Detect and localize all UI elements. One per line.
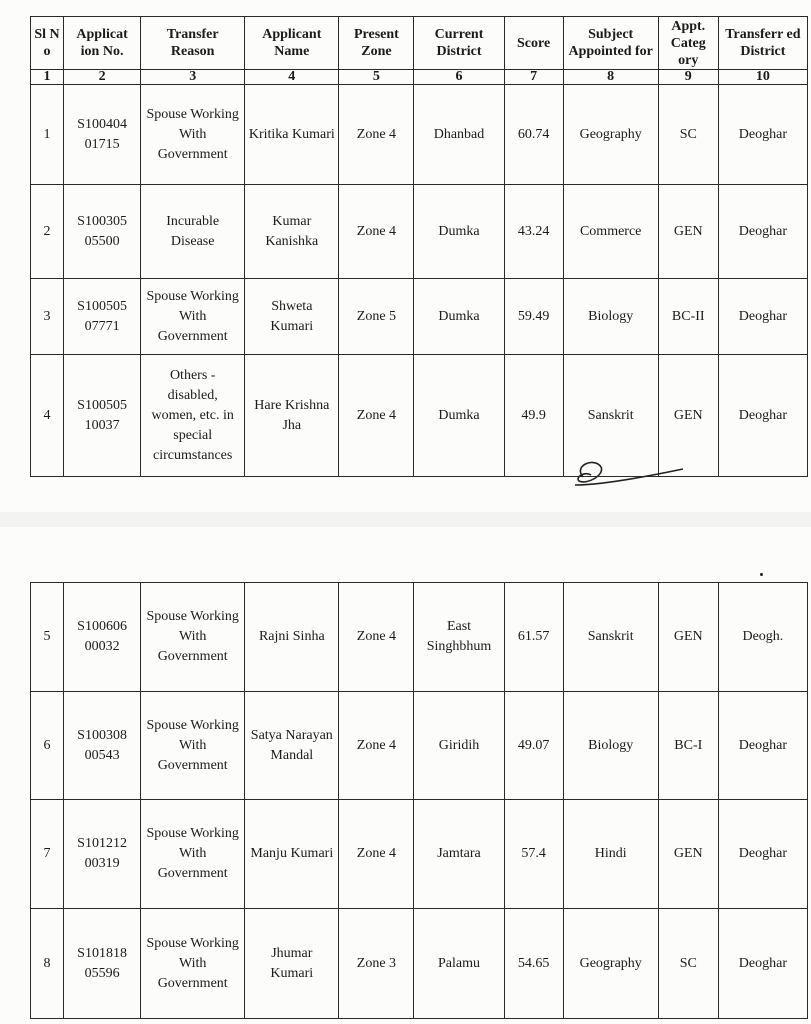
cell-current-district: East Singhbhum (414, 583, 504, 692)
cell-applicant-name: Jhumar Kumari (245, 909, 339, 1019)
cell-score: 59.49 (504, 279, 563, 355)
cell-present-zone: Zone 4 (339, 583, 414, 692)
cell-application-no: S100505 10037 (64, 355, 141, 477)
cell-sl-no: 4 (31, 355, 64, 477)
cell-category: GEN (658, 355, 718, 477)
cell-transferred-district: Deoghar (718, 85, 807, 185)
column-number-row (31, 70, 808, 85)
cell-score: 60.74 (504, 85, 563, 185)
cell-transfer-reason: Spouse Working With Government (141, 279, 245, 355)
table-row (31, 85, 808, 185)
cell-applicant-name: Satya Narayan Mandal (245, 692, 339, 800)
cell-sl-no: 8 (31, 909, 64, 1019)
cell-subject: Commerce (563, 185, 658, 279)
cell-subject: Biology (563, 692, 658, 800)
cell-transferred-district: Deoghar (718, 279, 807, 355)
cell-applicant-name: Manju Kumari (245, 800, 339, 909)
header-transfer-reason: Transfer Reason (141, 17, 245, 70)
cell-transferred-district: Deoghar (718, 355, 807, 477)
cell-subject: Geography (563, 85, 658, 185)
column-number: 3 (141, 70, 245, 85)
header-row (31, 17, 808, 70)
header-subject: Subject Appointed for (563, 17, 658, 70)
table-row (31, 583, 808, 692)
table-row (31, 800, 808, 909)
cell-transferred-district: Deoghar (718, 800, 807, 909)
cell-subject: Hindi (563, 800, 658, 909)
cell-transfer-reason: Spouse Working With Government (141, 909, 245, 1019)
cell-applicant-name: Kritika Kumari (245, 85, 339, 185)
column-number: 5 (339, 70, 414, 85)
cell-score: 61.57 (504, 583, 563, 692)
cell-transferred-district: Deoghar (718, 692, 807, 800)
column-number: 10 (718, 70, 807, 85)
cell-applicant-name: Shweta Kumari (245, 279, 339, 355)
column-number: 6 (414, 70, 504, 85)
column-number: 7 (504, 70, 563, 85)
cell-transferred-district: Deoghar (718, 185, 807, 279)
cell-applicant-name: Kumar Kanishka (245, 185, 339, 279)
cell-present-zone: Zone 5 (339, 279, 414, 355)
cell-present-zone: Zone 4 (339, 692, 414, 800)
signature-scribble (565, 455, 695, 495)
cell-transferred-district: Deogh. (718, 583, 807, 692)
cell-category: GEN (658, 800, 718, 909)
column-number: 1 (31, 70, 64, 85)
cell-current-district: Dhanbad (414, 85, 504, 185)
header-present-zone: Present Zone (339, 17, 414, 70)
header-transferred-district: Transferr ed District (718, 17, 807, 70)
cell-transfer-reason: Spouse Working With Government (141, 583, 245, 692)
cell-transfer-reason: Spouse Working With Government (141, 692, 245, 800)
cell-current-district: Palamu (414, 909, 504, 1019)
cell-current-district: Jamtara (414, 800, 504, 909)
cell-transfer-reason: Incurable Disease (141, 185, 245, 279)
table-row (31, 185, 808, 279)
cell-present-zone: Zone 4 (339, 800, 414, 909)
cell-current-district: Dumka (414, 279, 504, 355)
cell-category: BC-II (658, 279, 718, 355)
cell-score: 43.24 (504, 185, 563, 279)
table-row (31, 692, 808, 800)
cell-transfer-reason: Spouse Working With Government (141, 800, 245, 909)
cell-present-zone: Zone 4 (339, 185, 414, 279)
cell-present-zone: Zone 4 (339, 355, 414, 477)
column-number: 9 (658, 70, 718, 85)
cell-application-no: S101212 00319 (64, 800, 141, 909)
cell-score: 57.4 (504, 800, 563, 909)
cell-category: BC-I (658, 692, 718, 800)
cell-application-no: S100404 01715 (64, 85, 141, 185)
transfer-table-part-1 (30, 16, 808, 477)
cell-application-no: S100606 00032 (64, 583, 141, 692)
cell-current-district: Giridih (414, 692, 504, 800)
header-applicant-name: Applicant Name (245, 17, 339, 70)
cell-sl-no: 7 (31, 800, 64, 909)
cell-applicant-name: Hare Krishna Jha (245, 355, 339, 477)
cell-subject: Sanskrit (563, 355, 658, 477)
cell-sl-no: 2 (31, 185, 64, 279)
cell-score: 49.07 (504, 692, 563, 800)
cell-current-district: Dumka (414, 185, 504, 279)
cell-subject: Geography (563, 909, 658, 1019)
cell-score: 54.65 (504, 909, 563, 1019)
cell-transferred-district: Deoghar (718, 909, 807, 1019)
header-sl-no: Sl N o (31, 17, 64, 70)
cell-present-zone: Zone 4 (339, 85, 414, 185)
cell-sl-no: 6 (31, 692, 64, 800)
cell-application-no: S101818 05596 (64, 909, 141, 1019)
cell-score: 49.9 (504, 355, 563, 477)
cell-category: SC (658, 909, 718, 1019)
cell-application-no: S100305 05500 (64, 185, 141, 279)
cell-application-no: S100505 07771 (64, 279, 141, 355)
cell-sl-no: 3 (31, 279, 64, 355)
cell-category: SC (658, 85, 718, 185)
ink-dot (760, 573, 763, 576)
header-score: Score (504, 17, 563, 70)
cell-present-zone: Zone 3 (339, 909, 414, 1019)
table-row (31, 909, 808, 1019)
header-application-no: Applicat ion No. (64, 17, 141, 70)
cell-applicant-name: Rajni Sinha (245, 583, 339, 692)
transfer-table-part-2 (30, 582, 808, 1019)
cell-current-district: Dumka (414, 355, 504, 477)
cell-subject: Sanskrit (563, 583, 658, 692)
column-number: 4 (245, 70, 339, 85)
cell-transfer-reason: Others - disabled, women, etc. in special circumstances (141, 355, 245, 477)
column-number: 8 (563, 70, 658, 85)
cell-subject: Biology (563, 279, 658, 355)
header-current-district: Current District (414, 17, 504, 70)
cell-application-no: S100308 00543 (64, 692, 141, 800)
cell-category: GEN (658, 583, 718, 692)
cell-transfer-reason: Spouse Working With Government (141, 85, 245, 185)
header-category: Appt. Categ ory (658, 17, 718, 70)
column-number: 2 (64, 70, 141, 85)
table-row (31, 279, 808, 355)
cell-sl-no: 5 (31, 583, 64, 692)
cell-category: GEN (658, 185, 718, 279)
cell-sl-no: 1 (31, 85, 64, 185)
